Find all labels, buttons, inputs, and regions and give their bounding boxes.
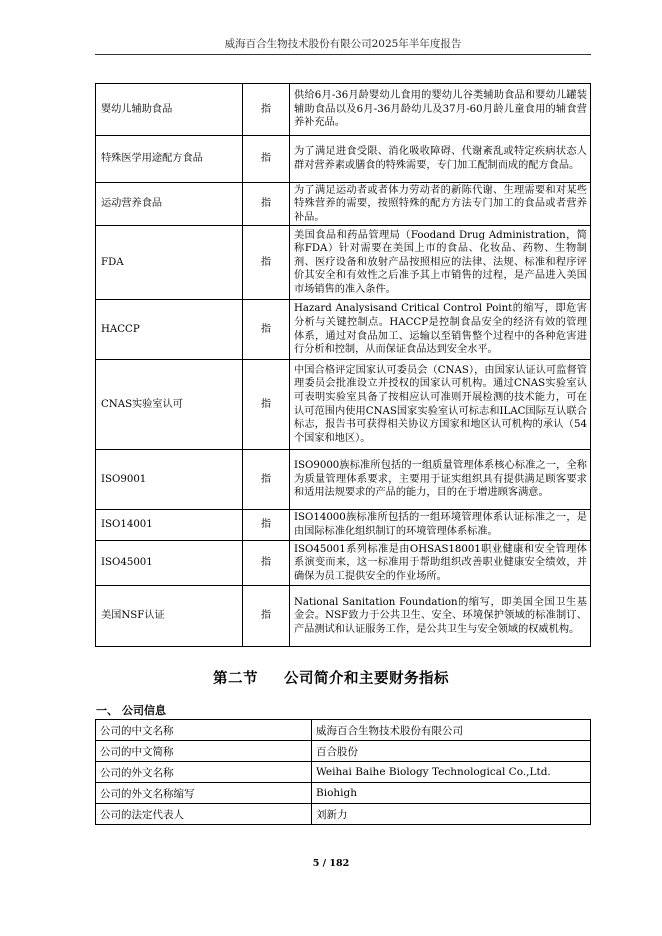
info-label: 公司的法定代表人 <box>96 804 312 825</box>
glossary-ref: 指 <box>243 84 290 136</box>
glossary-term: ISO45001 <box>96 541 243 586</box>
glossary-term: CNAS实验室认可 <box>96 360 243 450</box>
glossary-definition: ISO9000族标准所包括的一组质量管理体系核心标准之一，全称为质量管理体系要求，主要用于证实组织具有提供满足顾客要求和适用法规要求的产品的能力，目的在于增进顾客满意。 <box>290 450 591 510</box>
table-row <box>96 510 591 541</box>
company-info-table <box>95 719 591 825</box>
table-row <box>96 360 591 450</box>
glossary-definition: Hazard Analysisand Critical Control Point的缩写，即危害分析与关键控制点。HACCP是控制食品安全的经济有效的管理体系，通过对食品加工、运输以至销售整个过程中的各种危害进行分析和控制，从而保证食品达到安全水平。 <box>290 300 591 360</box>
glossary-table <box>95 83 591 647</box>
info-label: 公司的外文名称缩写 <box>96 783 312 804</box>
table-row <box>96 720 591 741</box>
glossary-term: 婴幼儿辅助食品 <box>96 84 243 136</box>
info-value: Biohigh <box>312 783 591 804</box>
glossary-ref: 指 <box>243 226 290 300</box>
subsection-heading <box>96 702 166 718</box>
glossary-term: 美国NSF认证 <box>96 586 243 647</box>
info-label: 公司的外文名称 <box>96 762 312 783</box>
table-row <box>96 804 591 825</box>
glossary-definition: 为了满足进食受限、消化吸收障碍、代谢紊乱或特定疾病状态人群对营养素或膳食的特殊需要，专门加工配制而成的配方食品。 <box>290 136 591 183</box>
header-divider <box>95 54 591 55</box>
subsection-title: 公司信息 <box>122 704 166 717</box>
glossary-definition: ISO14000族标准所包括的一组环境管理体系认证标准之一，是由国际标准化组织制订的环境管理体系标准。 <box>290 510 591 541</box>
page-number: 5 / 182 <box>312 858 350 869</box>
table-row <box>96 783 591 804</box>
glossary-ref: 指 <box>243 300 290 360</box>
table-row <box>96 586 591 647</box>
section-heading: 公司简介和主要财务指标 <box>284 671 449 687</box>
page-header: 威海百合生物技术股份有限公司2025年半年度报告 <box>224 38 462 50</box>
info-label: 公司的中文名称 <box>96 720 312 741</box>
table-row <box>96 762 591 783</box>
section-title <box>0 667 662 688</box>
glossary-ref: 指 <box>243 360 290 450</box>
glossary-term: 特殊医学用途配方食品 <box>96 136 243 183</box>
table-row <box>96 84 591 136</box>
glossary-ref: 指 <box>243 183 290 226</box>
table-row <box>96 741 591 762</box>
table-row <box>96 450 591 510</box>
glossary-definition: 供给6月-36月龄婴幼儿食用的婴幼儿谷类辅助食品和婴幼儿罐装辅助食品以及6月-36月龄幼儿及37月-60月龄儿童食用的辅食营养补充品。 <box>290 84 591 136</box>
glossary-definition: National Sanitation Foundation的缩写，即美国全国卫生基金会。NSF致力于公共卫生、安全、环境保护领域的标准制订、产品测试和认证服务工作，是公共卫生与安全领域的权威机构。 <box>290 586 591 647</box>
section-number: 第二节 <box>213 671 258 687</box>
glossary-term: HACCP <box>96 300 243 360</box>
glossary-definition: 美国食品和药品管理局（Foodand Drug Administration，简称FDA）针对需要在美国上市的食品、化妆品、药物、生物制剂、医疗设备和放射产品按照相应的法律、法规、标准和程序评价其安全和有效性之后准予其上市销售的过程，是产品进入美国市场销售的准入条件。 <box>290 226 591 300</box>
glossary-ref: 指 <box>243 450 290 510</box>
table-row <box>96 541 591 586</box>
table-row <box>96 300 591 360</box>
glossary-definition: ISO45001系列标准是由OHSAS18001职业健康和安全管理体系演变而来，这一标准用于帮助组织改善职业健康安全绩效，并确保为员工提供安全的作业场所。 <box>290 541 591 586</box>
info-label: 公司的中文简称 <box>96 741 312 762</box>
glossary-ref: 指 <box>243 510 290 541</box>
info-value: 威海百合生物技术股份有限公司 <box>312 720 591 741</box>
info-value: Weihai Baihe Biology Technological Co.,Ltd. <box>312 762 591 783</box>
glossary-term: FDA <box>96 226 243 300</box>
glossary-ref: 指 <box>243 586 290 647</box>
glossary-ref: 指 <box>243 136 290 183</box>
glossary-definition: 中国合格评定国家认可委员会（CNAS），由国家认证认可监督管理委员会批准设立并授权的国家认可机构。通过CNAS实验室认可表明实验室具备了按相应认可准则开展检测的技术能力，可在认可范围内使用CNAS国家实验室认可标志和ILAC国际互认联合标志，报告书可获得相关协议方国家和地区认可机构的承认（54个国家和地区）。 <box>290 360 591 450</box>
table-row <box>96 226 591 300</box>
subsection-number: 一、 <box>96 704 118 717</box>
glossary-term: ISO9001 <box>96 450 243 510</box>
table-row <box>96 183 591 226</box>
glossary-definition: 为了满足运动者或者体力劳动者的新陈代谢、生理需要和对某些特殊营养的需要，按照特殊的配方方法专门加工的食品或者营养补品。 <box>290 183 591 226</box>
info-value: 百合股份 <box>312 741 591 762</box>
table-row <box>96 136 591 183</box>
glossary-term: 运动营养食品 <box>96 183 243 226</box>
info-value: 刘新力 <box>312 804 591 825</box>
glossary-term: ISO14001 <box>96 510 243 541</box>
glossary-ref: 指 <box>243 541 290 586</box>
